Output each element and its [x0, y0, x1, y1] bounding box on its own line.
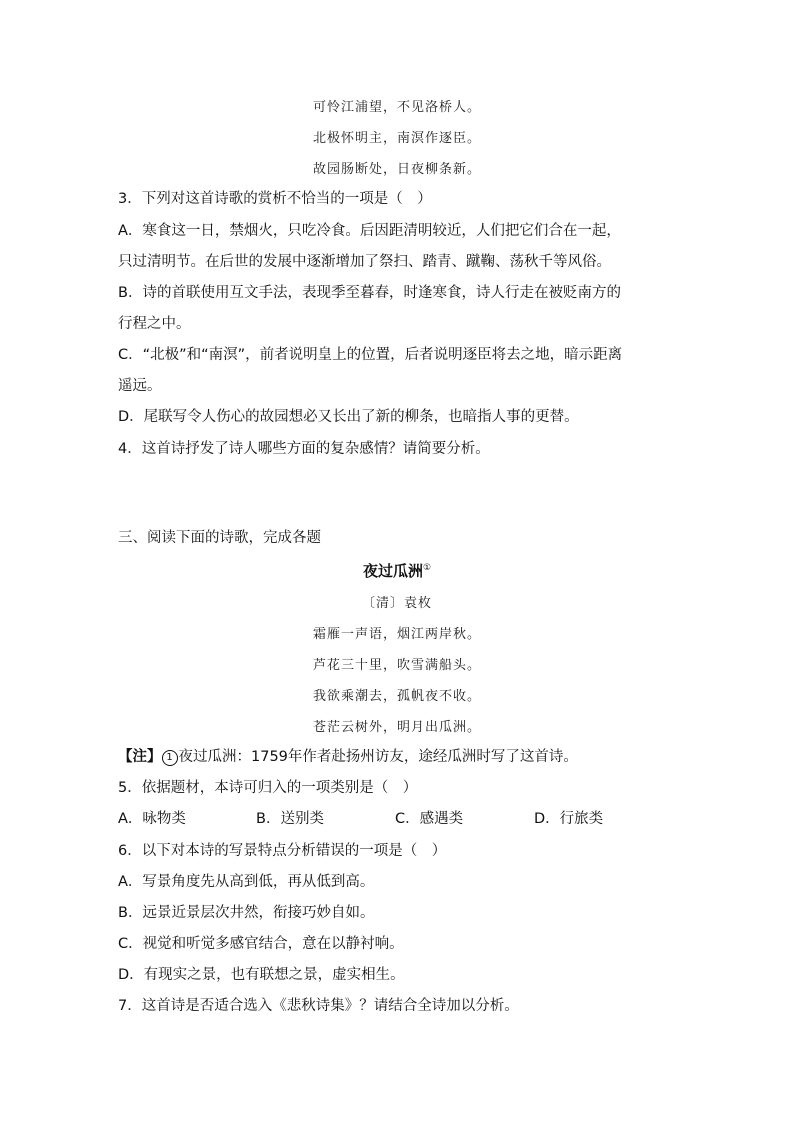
q5-option-c: C．感遇类 — [395, 811, 464, 827]
poem-note — [118, 747, 678, 767]
q5-stem: 5．依据题材，本诗可归入的一项类别是（ ） — [118, 780, 418, 796]
q6-option-b: B．远景近景层次井然，衔接巧妙自如。 — [118, 905, 375, 921]
note-label: 【注】 — [118, 749, 162, 765]
q6-stem: 6．以下对本诗的写景特点分析错误的一项是（ ） — [118, 843, 447, 859]
q3-option-a-line2: 只过清明节。在后世的发展中逐渐增加了祭扫、踏青、蹴鞠、荡秋千等风俗。 — [118, 254, 611, 270]
poem1-line-2: 北极怀明主，南溟作逐臣。 — [312, 131, 481, 146]
poem2-line-2: 芦花三十里，吹雪满船头。 — [312, 658, 481, 673]
poem2-line-1: 霜雁一声语，烟江两岸秋。 — [312, 627, 481, 642]
q6-option-d: D．有现实之景，也有联想之景，虚实相生。 — [118, 967, 405, 983]
poem-title-text: 夜过瓜洲 — [362, 562, 423, 580]
q3-option-c-line2: 遥远。 — [118, 378, 162, 394]
q3-option-b-line2: 行程之中。 — [118, 316, 191, 332]
q4-stem: 4．这首诗抒发了诗人哪些方面的复杂感情？请简要分析。 — [118, 441, 490, 457]
q5-option-d: D．行旅类 — [534, 811, 604, 827]
q7-stem: 7．这首诗是否适合选入《悲秋诗集》？请结合全诗加以分析。 — [118, 998, 519, 1014]
note-text: 夜过瓜洲：1759年作者赴扬州访友，途经瓜洲时写了这首诗。 — [178, 749, 578, 765]
q6-option-a: A．写景角度先从高到低，再从低到高。 — [118, 874, 375, 890]
q5-options — [118, 809, 678, 829]
q3-option-c-line1: C．“北极”和“南溟”，前者说明皇上的位置，后者说明逐臣将去之地，暗示距离 — [118, 347, 623, 363]
q6-option-c: C．视觉和听觉多感官结合，意在以静衬响。 — [118, 936, 404, 952]
note-number-badge: 1 — [162, 750, 178, 766]
poem1-line-3: 故园肠断处，日夜柳条新。 — [312, 162, 481, 177]
section-heading: 三、阅读下面的诗歌，完成各题 — [118, 530, 321, 546]
q3-option-b-line1: B．诗的首联使用互文手法，表现季至暮春，时逢寒食，诗人行走在被贬南方的 — [118, 285, 621, 301]
poem-author: 〔清〕袁枚 — [361, 596, 432, 611]
poem-title — [0, 560, 794, 581]
poem-title-note-mark: ① — [422, 563, 432, 573]
q5-option-a: A．咏物类 — [118, 811, 186, 827]
poem2-line-3: 我欲乘潮去，孤帆夜不收。 — [312, 689, 481, 704]
q5-option-b: B．送别类 — [256, 811, 324, 827]
poem2-line-4: 苍茫云树外，明月出瓜洲。 — [312, 720, 481, 735]
poem1-line-1: 可怜江浦望，不见洛桥人。 — [312, 100, 481, 115]
q3-option-d: D．尾联写令人伤心的故园想必又长出了新的柳条，也暗指人事的更替。 — [118, 409, 579, 425]
q3-stem: 3．下列对这首诗歌的赏析不恰当的一项是（ ） — [118, 191, 432, 207]
q3-option-a-line1: A．寒食这一日，禁烟火，只吃冷食。后因距清明较近，人们把它们合在一起， — [118, 223, 621, 239]
